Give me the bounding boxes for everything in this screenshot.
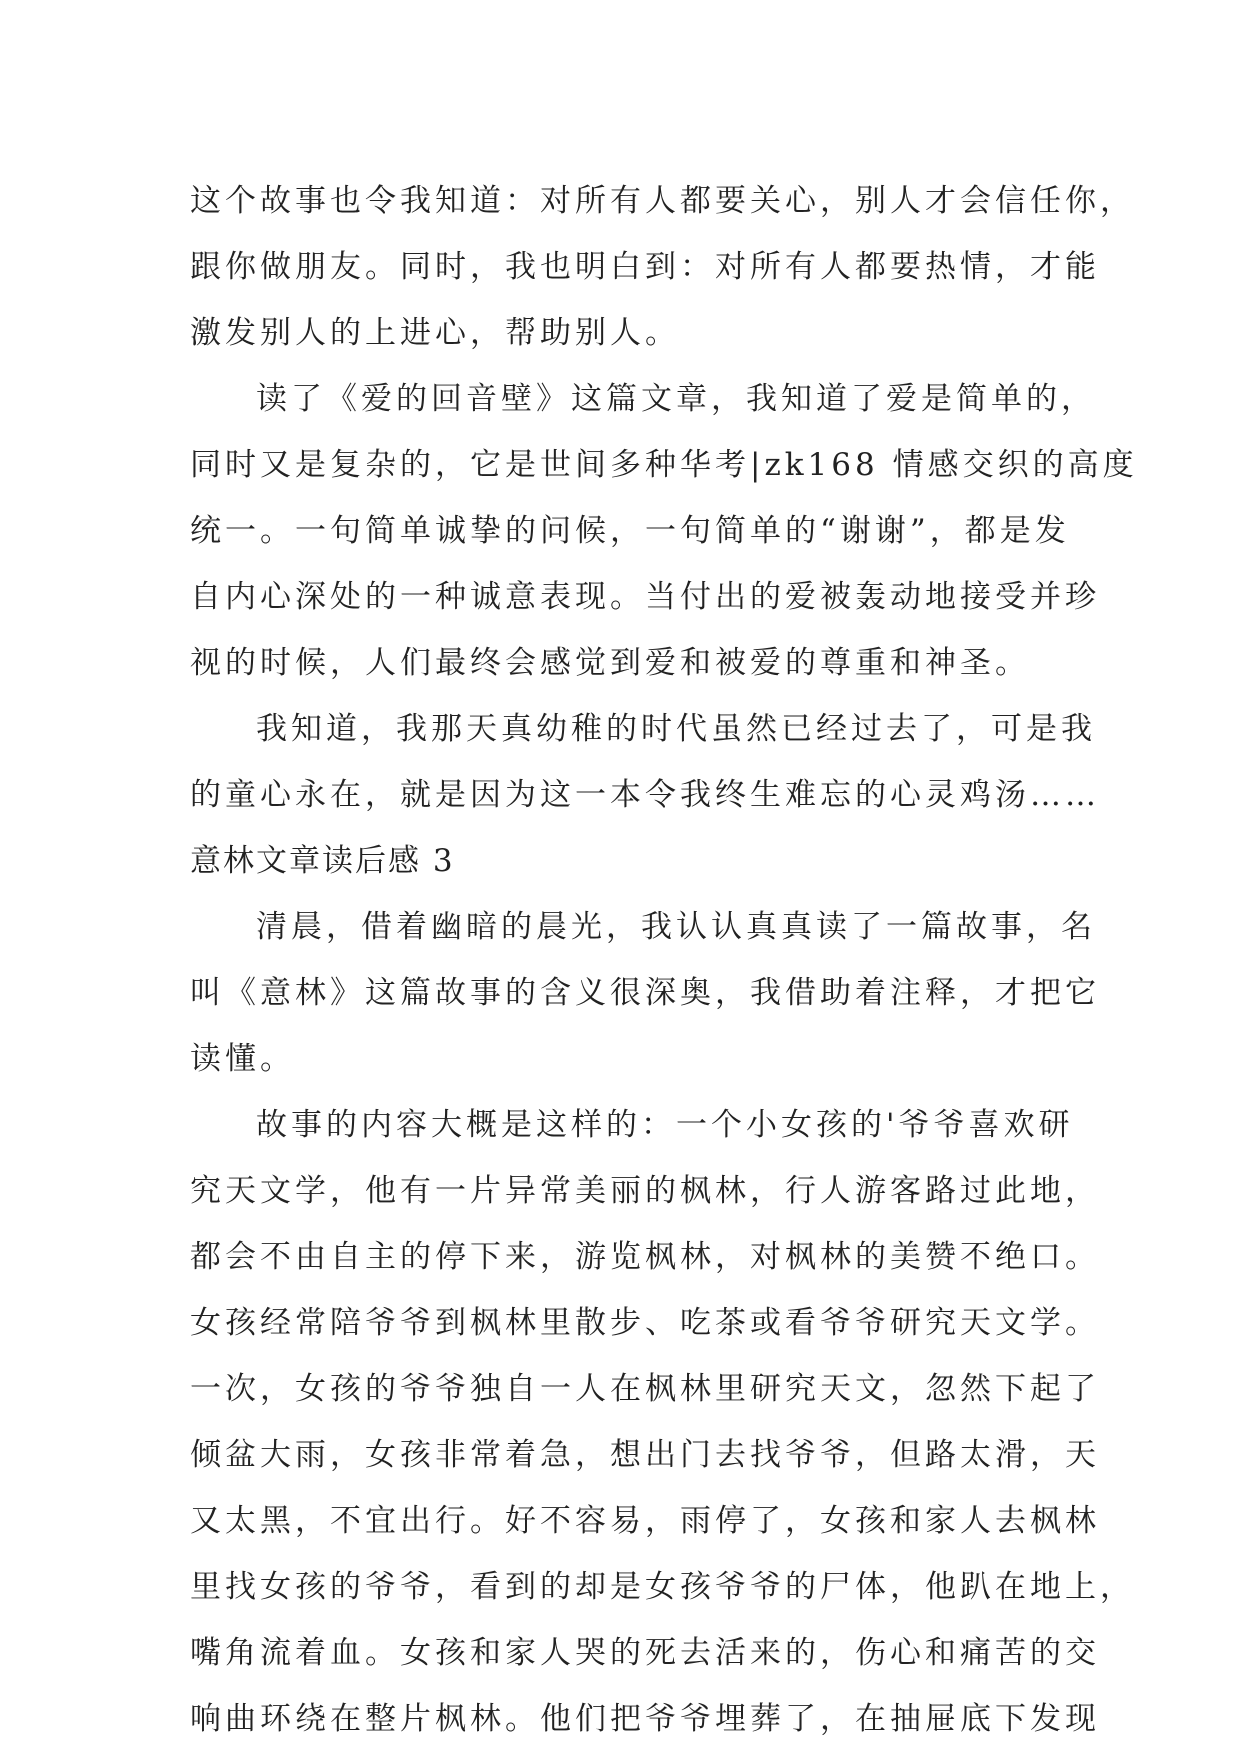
paragraph	[190, 696, 1100, 828]
paragraph	[190, 366, 1138, 696]
text-line: 同时又是复杂的，它是世间多种华考|zk168 情感交织的高度	[190, 447, 1138, 483]
text-line: 清晨，借着幽暗的晨光，我认认真真读了一篇故事，名	[256, 909, 1096, 945]
section-heading	[190, 828, 1070, 894]
text-line: 读懂。	[190, 1041, 295, 1077]
text-line: 视的时候，人们最终会感觉到爱和被爱的尊重和神圣。	[190, 645, 1030, 681]
paragraph	[190, 168, 1135, 366]
text-line: 统一。一句简单诚挚的问候，一句简单的“谢谢”，都是发	[190, 513, 1070, 549]
text-line: 一次，女孩的爷爷独自一人在枫林里研究天文，忽然下起了	[190, 1371, 1100, 1407]
text-line: 激发别人的上进心，帮助别人。	[190, 315, 680, 351]
text-line: 叫《意林》这篇故事的含义很深奥，我借助着注释，才把它	[190, 975, 1100, 1011]
text-line: 读了《爱的回音壁》这篇文章，我知道了爱是简单的，	[256, 381, 1096, 417]
text-line: 又太黑，不宜出行。好不容易，雨停了，女孩和家人去枫林	[190, 1503, 1100, 1539]
text-line: 自内心深处的一种诚意表现。当付出的爱被轰动地接受并珍	[190, 579, 1100, 615]
paragraph	[190, 894, 1100, 1092]
text-line: 女孩经常陪爷爷到枫林里散步、吃茶或看爷爷研究天文学。	[190, 1305, 1100, 1341]
text-line: 倾盆大雨，女孩非常着急，想出门去找爷爷，但路太滑，天	[190, 1437, 1100, 1473]
text-line: 嘴角流着血。女孩和家人哭的死去活来的，伤心和痛苦的交	[190, 1635, 1100, 1671]
text-line: 都会不由自主的停下来，游览枫林，对枫林的美赞不绝口。	[190, 1239, 1100, 1275]
text-line: 这个故事也令我知道：对所有人都要关心，别人才会信任你，	[190, 183, 1135, 219]
text-line: 故事的内容大概是这样的：一个小女孩的'爷爷喜欢研	[256, 1107, 1074, 1143]
text-line: 跟你做朋友。同时，我也明白到：对所有人都要热情，才能	[190, 249, 1100, 285]
text-line: 响曲环绕在整片枫林。他们把爷爷埋葬了，在抽屉底下发现	[190, 1701, 1100, 1737]
paragraph	[190, 1092, 1135, 1752]
text-line: 究天文学，他有一片异常美丽的枫林，行人游客路过此地，	[190, 1173, 1100, 1209]
text-line: 我知道，我那天真幼稚的时代虽然已经过去了，可是我	[256, 711, 1096, 747]
heading-text: 意林文章读后感 3	[190, 843, 455, 879]
text-line: 里找女孩的爷爷，看到的却是女孩爷爷的尸体，他趴在地上，	[190, 1569, 1135, 1605]
text-line: 的童心永在，就是因为这一本令我终生难忘的心灵鸡汤……	[190, 777, 1100, 813]
document-page	[190, 168, 1138, 1752]
